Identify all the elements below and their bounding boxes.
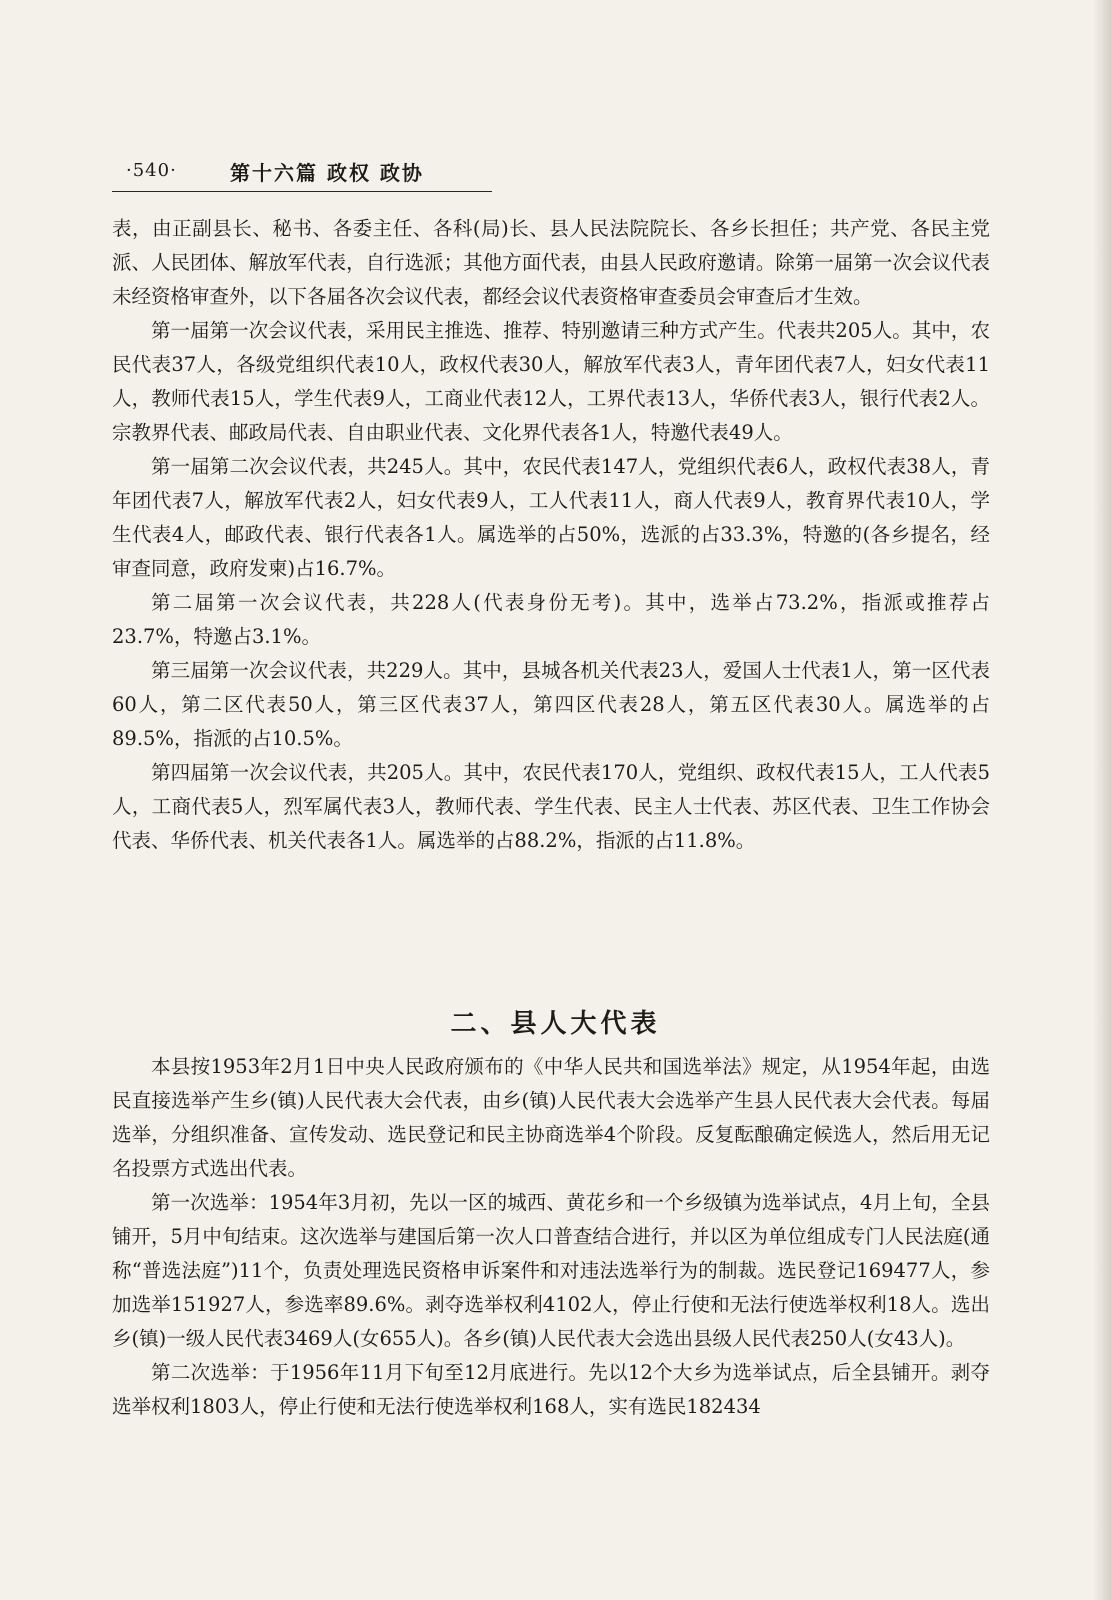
paragraph: 第一届第一次会议代表，采用民主推选、推荐、特别邀请三种方式产生。代表共205人。其中，农民代表37人，各级党组织代表10人，政权代表30人，解放军代表3人，青年团代表7人，妇女代表11人，教师代表15人，学生代表9人，工商业代表12人，工界代表13人，华侨代表3人，银行代表2人。宗教界代表、邮政局代表、自由职业代表、文化界代表各1人，特邀代表49人。 <box>112 319 990 444</box>
paragraph: 第二次选举：于1956年11月下旬至12月底进行。先以12个大乡为选举试点，后全县铺开。剥夺选举权利1803人，停止行使和无法行使选举权利168人，实有选民182434 <box>112 1361 990 1418</box>
running-header <box>112 155 492 192</box>
page-edge-shadow <box>1093 0 1111 1600</box>
chapter-heading: 二、县人大代表 <box>450 1009 661 1039</box>
section-title: 第十六篇 政权 政协 <box>230 161 424 185</box>
body-text-top <box>112 212 990 858</box>
paragraph: 第一届第二次会议代表，共245人。其中，农民代表147人，党组织代表6人，政权代表38人，青年团代表7人，解放军代表2人，妇女代表9人，工人代表11人，商人代表9人，教育界代表10人，学生代表4人，邮政代表、银行代表各1人。属选举的占50%，选派的占33.3%，特邀的(各乡提名，经审查同意，政府发柬)占16.7%。 <box>112 455 990 580</box>
paragraph: 第二届第一次会议代表，共228人(代表身份无考)。其中，选举占73.2%，指派或推荐占23.7%，特邀占3.1%。 <box>112 591 990 648</box>
paragraph: 第四届第一次会议代表，共205人。其中，农民代表170人，党组织、政权代表15人，工人代表5人，工商代表5人，烈军属代表3人，教师代表、学生代表、民主人士代表、苏区代表、卫生工作协会代表、华侨代表、机关代表各1人。属选举的占88.2%，指派的占11.8%。 <box>112 761 990 852</box>
page-number: ·540· <box>126 160 177 181</box>
paragraph-continued: 表，由正副县长、秘书、各委主任、各科(局)长、县人民法院院长、各乡长担任；共产党、各民主党派、人民团体、解放军代表，自行选派；其他方面代表，由县人民政府邀请。除第一届第一次会议代表未经资格审查外，以下各届各次会议代表，都经会议代表资格审查委员会审查后才生效。 <box>112 217 990 308</box>
paragraph: 第一次选举：1954年3月初，先以一区的城西、黄花乡和一个乡级镇为选举试点，4月上旬，全县铺开，5月中旬结束。这次选举与建国后第一次人口普查结合进行，并以区为单位组成专门人民法庭(通称“普选法庭”)11个，负责处理选民资格申诉案件和对违法选举行为的制裁。选民登记169477人，参加选举151927人，参选率89.6%。剥夺选举权利4102人，停止行使和无法行使选举权利18人。选出乡(镇)一级人民代表3469人(女655人)。各乡(镇)人民代表大会选出县级人民代表250人(女43人)。 <box>112 1191 991 1350</box>
paragraph: 本县按1953年2月1日中央人民政府颁布的《中华人民共和国选举法》规定，从1954年起，由选民直接选举产生乡(镇)人民代表大会代表，由乡(镇)人民代表大会选举产生县人民代表大会代表。每届选举，分组织准备、宣传发动、选民登记和民主协商选举4个阶段。反复酝酿确定候选人，然后用无记名投票方式选出代表。 <box>112 1055 990 1180</box>
paragraph: 第三届第一次会议代表，共229人。其中，县城各机关代表23人，爱国人士代表1人，第一区代表60人，第二区代表50人，第三区代表37人，第四区代表28人，第五区代表30人。属选举的占89.5%，指派的占10.5%。 <box>112 659 990 750</box>
body-text-bottom <box>112 1050 990 1424</box>
